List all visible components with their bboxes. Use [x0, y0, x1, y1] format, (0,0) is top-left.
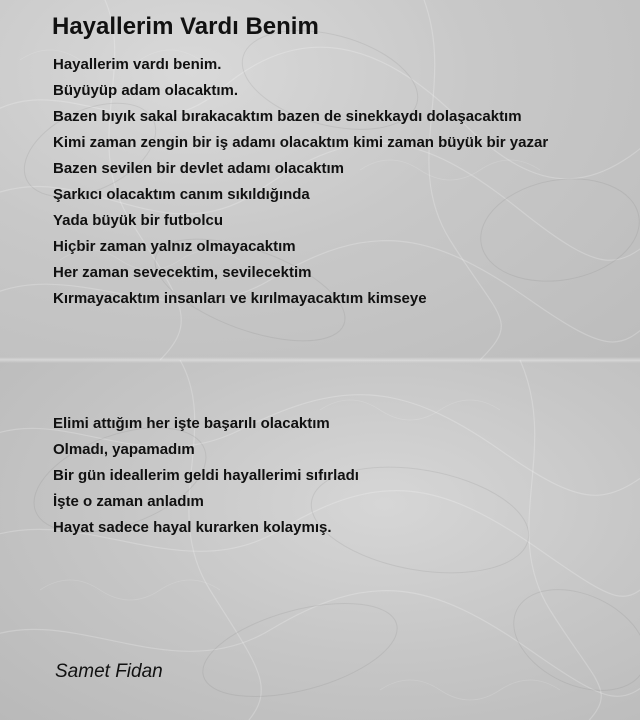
poem-line: Şarkıcı olacaktım canım sıkıldığında — [53, 186, 310, 203]
poem-line: Hayallerim vardı benim. — [53, 56, 222, 73]
poem-line: Kimi zaman zengin bir iş adamı olacaktım kimi zaman büyük bir yazar — [53, 134, 549, 151]
poem-line: Büyüyüp adam olacaktım. — [53, 82, 239, 99]
stanza-2 — [53, 411, 359, 541]
poem-line: Olmadı, yapamadım — [53, 441, 195, 458]
poem-line: Bazen bıyık sakal bırakacaktım bazen de sinekkaydı dolaşacaktım — [53, 108, 522, 125]
poem-line: Yada büyük bir futbolcu — [53, 212, 224, 229]
poem-title: Hayallerim Vardı Benim — [52, 13, 319, 40]
poem-author: Samet Fidan — [55, 661, 163, 682]
poem-line: Bazen sevilen bir devlet adamı olacaktım — [53, 160, 344, 177]
poem-line: Her zaman sevecektim, sevilecektim — [53, 264, 312, 281]
poem-line: Hayat sadece hayal kurarken kolaymış. — [53, 519, 332, 536]
poem-line: Bir gün ideallerim geldi hayallerimi sıfırladı — [53, 467, 359, 484]
poem-line: Kırmayacaktım insanları ve kırılmayacaktım kimseye — [53, 290, 427, 307]
poem-line: Hiçbir zaman yalnız olmayacaktım — [53, 238, 296, 255]
stanza-1 — [53, 52, 548, 312]
poem-line: İşte o zaman anladım — [53, 493, 204, 510]
poem-line: Elimi attığım her işte başarılı olacaktım — [53, 415, 330, 432]
